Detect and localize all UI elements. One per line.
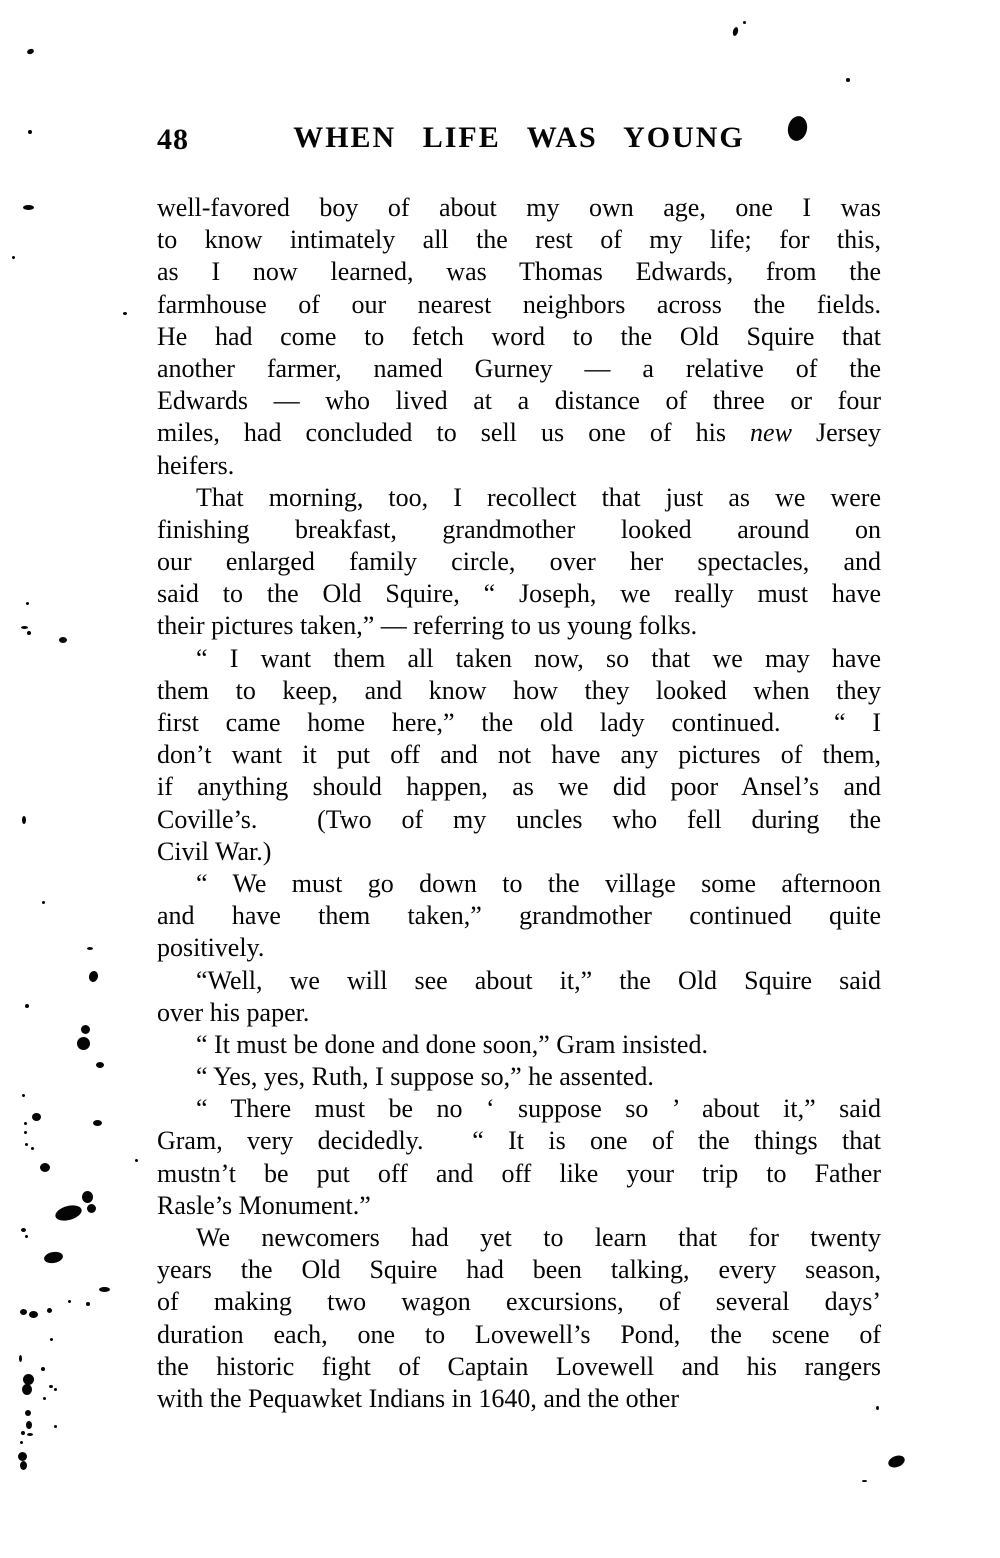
- text-line: to know intimately all the rest of my life; for this,: [157, 225, 881, 255]
- text-line: finishing breakfast, grandmother looked around on: [157, 514, 881, 544]
- ink-speck: [29, 1311, 38, 1318]
- ink-speck: [27, 631, 31, 635]
- text-line: We newcomers had yet to learn that for twenty: [196, 1223, 881, 1252]
- ink-speck: [25, 1143, 28, 1146]
- text-line: “ It must be done and done soon,” Gram insisted.: [196, 1029, 708, 1059]
- text-line: Coville’s. (Two of my uncles who fell during the: [157, 804, 881, 834]
- ink-speck: [21, 1228, 26, 1232]
- paragraph: [157, 482, 881, 643]
- text-line: of making two wagon excursions, of several days’: [157, 1287, 881, 1317]
- text-line: another farmer, named Gurney — a relative of the: [157, 353, 881, 383]
- paragraph: [157, 643, 881, 868]
- ink-speck: [76, 1036, 91, 1051]
- text-line: “ Yes, yes, Ruth, I suppose so,” he assented.: [196, 1062, 654, 1092]
- ink-speck: [47, 1308, 52, 1313]
- ink-speck: [43, 1397, 46, 1400]
- text-line: farmhouse of our nearest neighbors across the fields.: [157, 289, 881, 319]
- ink-speck: [22, 816, 26, 824]
- paragraph: [157, 1061, 881, 1093]
- text-line: duration each, one to Lovewell’s Pond, the scene of: [157, 1319, 881, 1349]
- ink-speck: [43, 1250, 64, 1264]
- text-line: well-favored boy of about my own age, one I was: [157, 193, 881, 222]
- ink-speck: [26, 48, 34, 55]
- ink-speck: [22, 1094, 25, 1097]
- paragraph: [157, 1093, 881, 1222]
- ink-speck: [20, 1309, 27, 1315]
- ink-speck: [28, 130, 32, 134]
- text-line: the historic fight of Captain Lovewell and his rangers: [157, 1351, 881, 1381]
- text-line: positively.: [157, 933, 265, 963]
- paragraph: [157, 965, 881, 1029]
- ink-speck: [27, 1433, 33, 1436]
- ink-speck: [135, 1159, 138, 1162]
- ink-speck: [25, 1235, 28, 1238]
- ink-speck: [31, 1147, 34, 1150]
- text-line: He had come to fetch word to the Old Squire that: [157, 321, 881, 351]
- ink-speck: [123, 312, 127, 315]
- ink-speck: [862, 1480, 867, 1482]
- ink-speck: [21, 1431, 25, 1435]
- ink-speck: [59, 637, 67, 643]
- ink-speck: [23, 205, 34, 210]
- text-line: our enlarged family circle, over her spectacles, and: [157, 547, 881, 577]
- text-line: “ I want them all taken now, so that we may have: [196, 643, 881, 673]
- text-line: Gram, very decidedly. “ It is one of the things that: [157, 1126, 881, 1156]
- page-header: [157, 121, 881, 157]
- ink-speck: [25, 1004, 29, 1008]
- text-line: first came home here,” the old lady continued. “ I: [157, 708, 881, 737]
- text-block: [157, 192, 881, 1415]
- ink-speck: [42, 901, 45, 904]
- ink-speck: [68, 1300, 71, 1303]
- paragraph: [157, 192, 881, 482]
- ink-speck: [86, 1302, 90, 1306]
- ink-speck: [49, 1385, 53, 1388]
- text-line: their pictures taken,” — referring to us young folks.: [157, 611, 698, 641]
- ink-speck: [19, 1355, 22, 1362]
- text-line: as I now learned, was Thomas Edwards, from the: [157, 257, 881, 287]
- text-line: mustn’t be put off and off like your trip to Father: [157, 1158, 881, 1188]
- text-line: Edwards — who lived at a distance of three or four: [157, 386, 881, 416]
- ink-speck: [87, 1204, 96, 1213]
- text-line: “ We must go down to the village some afternoon: [196, 868, 881, 898]
- ink-speck: [846, 78, 850, 82]
- ink-speck: [21, 626, 28, 629]
- ink-speck: [743, 21, 746, 24]
- text-line: said to the Old Squire, “ Joseph, we really must have: [157, 579, 881, 609]
- paragraph: [157, 1029, 881, 1061]
- text-line: them to keep, and know how they looked when they: [157, 675, 881, 705]
- ink-speck: [20, 1441, 23, 1444]
- ink-speck: [93, 1120, 102, 1126]
- running-title: WHEN LIFE WAS YOUNG: [293, 121, 745, 154]
- text-line: “ There must be no ‘ suppose so ’ about it,” said: [196, 1094, 881, 1124]
- ink-speck: [96, 1062, 104, 1068]
- ink-speck: [12, 256, 15, 259]
- ink-speck: [54, 1203, 84, 1224]
- ink-speck: [24, 1131, 27, 1134]
- ink-speck: [54, 1388, 57, 1391]
- text-line: Rasle’s Monument.”: [157, 1190, 371, 1220]
- text-line: “Well, we will see about it,” the Old Squire said: [196, 965, 881, 995]
- ink-speck: [41, 1367, 45, 1371]
- ink-speck: [26, 1421, 32, 1429]
- paragraph: [157, 1222, 881, 1415]
- ink-speck: [99, 1287, 110, 1292]
- ink-speck: [50, 1338, 53, 1341]
- text-line: Civil War.): [157, 836, 272, 866]
- ink-speck: [20, 1461, 27, 1470]
- text-line: with the Pequawket Indians in 1640, and the other: [157, 1383, 680, 1413]
- ink-speck: [22, 1384, 32, 1395]
- ink-speck: [732, 27, 739, 37]
- text-line: years the Old Squire had been talking, every season,: [157, 1255, 881, 1285]
- ink-speck: [18, 1452, 27, 1461]
- ink-speck: [887, 1453, 907, 1469]
- ink-speck: [81, 1025, 90, 1034]
- ink-speck: [24, 1122, 27, 1125]
- ink-speck: [82, 1191, 93, 1203]
- ink-speck: [26, 602, 29, 605]
- text-line: don’t want it put off and not have any pictures of them,: [157, 740, 881, 770]
- text-line: heifers.: [157, 450, 235, 480]
- text-line: miles, had concluded to sell us one of his new Jersey: [157, 418, 881, 448]
- ink-speck: [88, 970, 100, 983]
- text-line: That morning, too, I recollect that just as we were: [196, 482, 881, 512]
- page-number: 48: [157, 123, 189, 156]
- text-line: if anything should happen, as we did poor Ansel’s and: [157, 772, 881, 802]
- paragraph: [157, 868, 881, 965]
- text-line: over his paper.: [157, 997, 310, 1027]
- ink-speck: [87, 947, 93, 950]
- ink-speck: [876, 1406, 879, 1410]
- ink-speck: [25, 1410, 31, 1416]
- ink-speck: [32, 1113, 41, 1121]
- text-line: and have them taken,” grandmother continued quite: [157, 901, 881, 931]
- ink-speck: [54, 1425, 57, 1428]
- ink-speck: [40, 1163, 50, 1172]
